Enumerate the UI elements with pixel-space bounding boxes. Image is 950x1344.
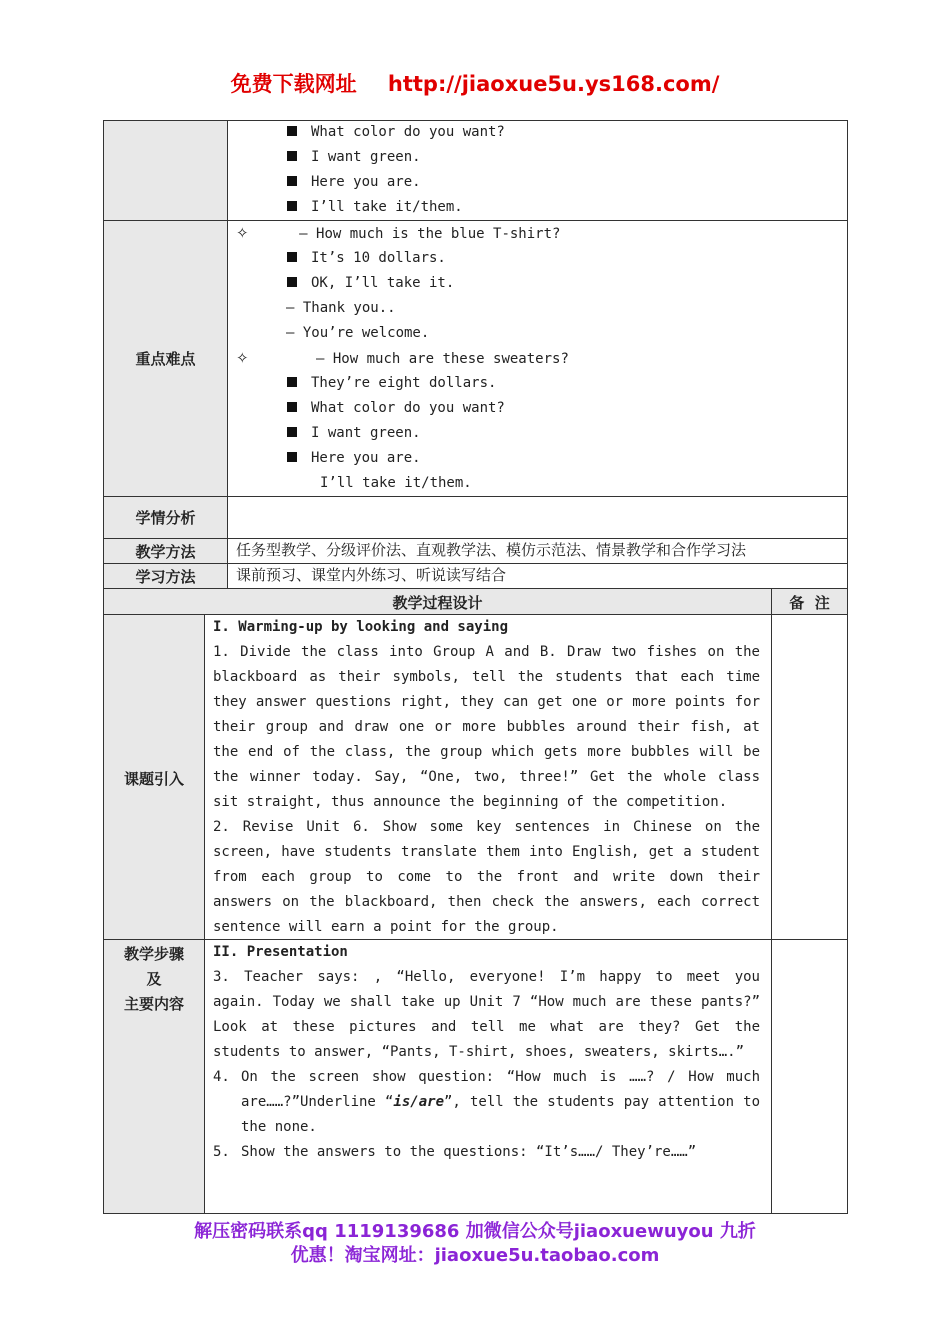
key-point-line: — Thank you.. bbox=[286, 300, 396, 316]
square-bullet-icon bbox=[287, 427, 297, 437]
intro-heading: I. Warming-up by looking and saying bbox=[213, 619, 509, 635]
row1-label-cell bbox=[103, 120, 228, 221]
key-points-label: 重点难点 bbox=[135, 350, 196, 368]
square-bullet-icon bbox=[287, 151, 297, 161]
diamond-bullet-icon: ✧ bbox=[236, 224, 249, 242]
teaching-method-value: 任务型教学、分级评价法、直观教学法、模仿示范法、情景教学和合作学习法 bbox=[236, 541, 747, 559]
steps-label-line1: 教学步骤 bbox=[123, 945, 184, 963]
learning-method-value: 课前预习、课堂内外练习、听说读写结合 bbox=[236, 566, 507, 584]
key-point-line: ✧ — How much is the blue T-shirt? bbox=[236, 224, 561, 242]
square-bullet-icon bbox=[287, 201, 297, 211]
process-title: 教学过程设计 bbox=[392, 594, 483, 612]
steps-label-line2: 及 bbox=[146, 970, 162, 988]
steps-item-4-number: 4. bbox=[213, 1069, 230, 1085]
intro-notes-cell bbox=[771, 614, 848, 940]
square-bullet-icon bbox=[287, 277, 297, 287]
steps-label-line3: 主要内容 bbox=[123, 995, 184, 1013]
key-point-line: It’s 10 dollars. bbox=[287, 246, 446, 271]
key-point-line: I’ll take it/them. bbox=[320, 475, 472, 491]
header-url[interactable]: http://jiaoxue5u.ys168.com/ bbox=[387, 72, 720, 96]
square-bullet-icon bbox=[287, 402, 297, 412]
square-bullet-icon bbox=[287, 252, 297, 262]
intro-label: 课题引入 bbox=[123, 770, 184, 788]
row1-item: What color do you want? bbox=[287, 120, 505, 145]
footer-line-1: 解压密码联系qq 1119139686 加微信公众号jiaoxuewuyou 九折 bbox=[194, 1221, 756, 1242]
steps-item-5-text: Show the answers to the questions: “It’s……/ They’re……” bbox=[241, 1144, 697, 1160]
square-bullet-icon bbox=[287, 377, 297, 387]
is-are-emphasis: is/are bbox=[393, 1094, 444, 1110]
key-point-line: OK, I’ll take it. bbox=[287, 271, 454, 296]
steps-item-4-text: On the screen show question: “How much is ……? / How much are……?”Underline “is/are”, tell the students pay attention to the none. bbox=[241, 1069, 761, 1135]
row1-item: I’ll take it/them. bbox=[287, 195, 463, 220]
key-point-line: — You’re welcome. bbox=[286, 325, 430, 341]
steps-paragraph-3: 3. Teacher says: , “Hello, everyone! I’m happy to meet you again. Today we shall take up Unit 7 “How much are these pants?” Look at these pictures and tell me what are they? Get the students to answer, “Pants, T-shirt, shoes, sweaters, skirts….” bbox=[213, 969, 760, 1060]
row1-item: Here you are. bbox=[287, 170, 421, 195]
steps-item-5-number: 5. bbox=[213, 1144, 230, 1160]
diamond-bullet-icon: ✧ bbox=[236, 349, 249, 367]
intro-paragraph-2: 2. Revise Unit 6. Show some key sentences in Chinese on the screen, have students translate them into English, get a student from each group to come to the front and write down their answers on the blackboard, then check the answers, each correct sentence will earn a point for the group. bbox=[213, 819, 760, 935]
key-point-line: ✧ — How much are these sweaters? bbox=[236, 349, 569, 367]
key-point-line: Here you are. bbox=[287, 446, 421, 471]
key-point-line: I want green. bbox=[287, 421, 421, 446]
key-point-line: What color do you want? bbox=[287, 396, 505, 421]
analysis-label: 学情分析 bbox=[135, 509, 196, 527]
key-point-line: They’re eight dollars. bbox=[287, 371, 496, 396]
notes-title: 备 注 bbox=[789, 594, 830, 612]
square-bullet-icon bbox=[287, 176, 297, 186]
steps-heading: II. Presentation bbox=[213, 944, 348, 960]
intro-text bbox=[213, 615, 760, 940]
page-header bbox=[0, 68, 950, 98]
steps-text bbox=[213, 940, 760, 1165]
header-label: 免费下载网址 bbox=[230, 72, 357, 96]
teaching-method-label: 教学方法 bbox=[135, 543, 196, 561]
steps-label bbox=[103, 942, 205, 1017]
analysis-content-cell bbox=[227, 496, 848, 539]
row1-item: I want green. bbox=[287, 145, 421, 170]
learning-method-label: 学习方法 bbox=[135, 568, 196, 586]
steps-item-5 bbox=[213, 1140, 760, 1165]
intro-paragraph-1: 1. Divide the class into Group A and B. Draw two fishes on the blackboard as their symbols, tell the students that each time they answer questions right, they can get one or more points for their group and draw one or more bubbles around their fish, at the end of the class, the group which gets more bubbles will be the winner today. Say, “One, two, three!” Get the whole class sit straight, thus announce the beginning of the competition. bbox=[213, 644, 760, 810]
square-bullet-icon bbox=[287, 126, 297, 136]
steps-notes-cell bbox=[771, 939, 848, 1214]
footer-line-2[interactable]: 优惠！淘宝网址：jiaoxue5u.taobao.com bbox=[290, 1245, 660, 1266]
steps-item-4 bbox=[213, 1065, 760, 1140]
square-bullet-icon bbox=[287, 452, 297, 462]
page-footer bbox=[0, 1220, 950, 1268]
